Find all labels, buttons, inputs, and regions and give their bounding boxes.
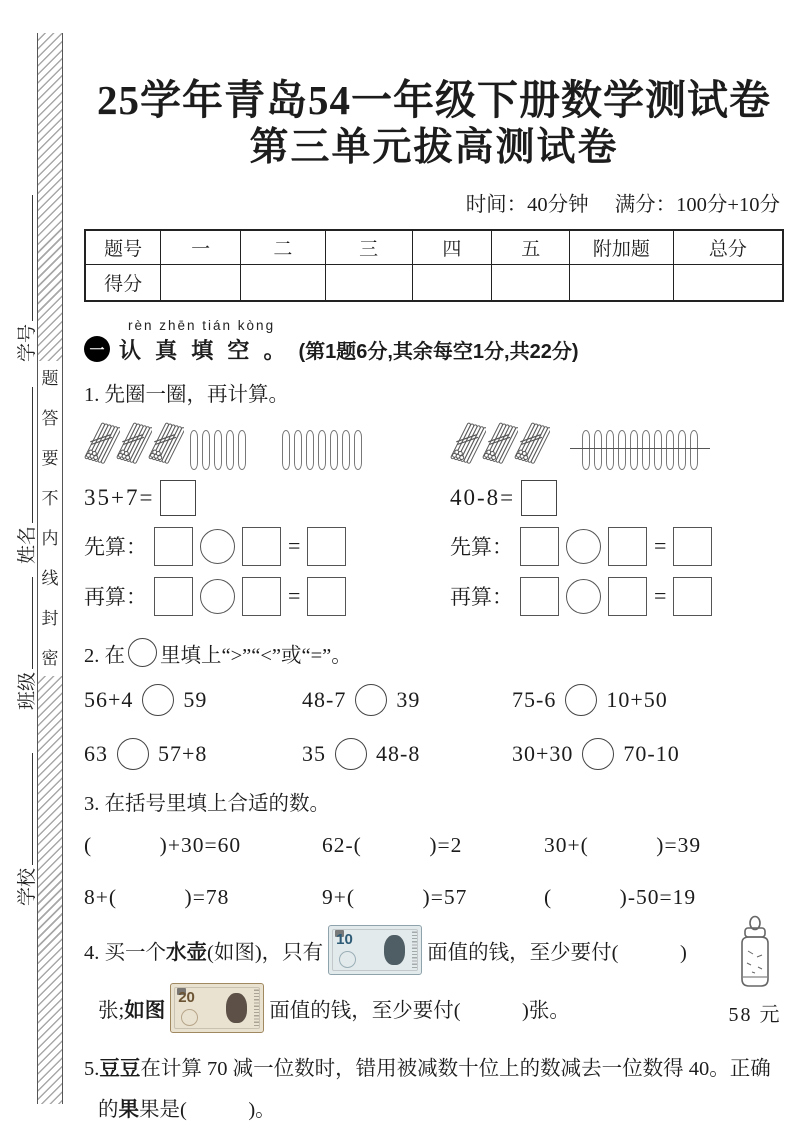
- first-calc-label: 先算：: [84, 535, 147, 560]
- single-sticks-struck: [582, 430, 698, 472]
- equals-sign: =: [288, 533, 301, 559]
- score-cell: [673, 265, 783, 301]
- cmp-right: 59: [183, 686, 208, 712]
- equals-sign: =: [654, 533, 667, 559]
- section1-title: 认 真 填 空 。: [119, 337, 290, 363]
- seal-char: 内: [41, 529, 59, 548]
- cmp-left: 56+4: [84, 686, 134, 712]
- score-cell: [241, 265, 326, 301]
- q1-sticks-figure: [84, 413, 784, 472]
- paper-subtitle: 第三单元拔高测试卷: [249, 126, 619, 170]
- answer-box: [673, 577, 712, 616]
- question-3-text: 3. 在括号里填上合适的数。: [84, 792, 330, 815]
- score-table-header: 总分: [673, 230, 783, 265]
- q1-first-calc-row: [84, 527, 784, 566]
- cmp-right: 70-10: [623, 740, 680, 766]
- class-field: [12, 577, 36, 710]
- q4-text: (如图)，只有: [207, 941, 324, 964]
- question-1-text: 1. 先圈一圈，再计算。: [84, 383, 289, 406]
- score-cell: [492, 265, 570, 301]
- stick-icon: [354, 430, 362, 470]
- q2-prefix: 2. 在: [84, 644, 125, 667]
- sticks-group-left: [84, 413, 450, 472]
- banknote-10-yuan: [328, 925, 422, 975]
- compare-circle-icon: [128, 638, 157, 667]
- stick-icon: [630, 430, 638, 470]
- section1-pinyin: rèn zhēn tián kòng: [128, 317, 276, 333]
- answer-box: [307, 527, 346, 566]
- single-sticks: [190, 430, 246, 472]
- q5-line-2: [98, 1090, 784, 1122]
- stick-icon: [214, 430, 222, 470]
- answer-box: [520, 527, 559, 566]
- q5-text: 果是( )。: [139, 1098, 276, 1121]
- school-label: 学校: [17, 867, 38, 906]
- student-id-field: [12, 195, 36, 362]
- score-table-score-row: [85, 265, 783, 301]
- fill-blank-item: 9+( )=57: [322, 884, 468, 909]
- stick-icon: [654, 430, 662, 470]
- stick-icon: [282, 430, 290, 470]
- comparison-item: [302, 738, 512, 770]
- stick-icon: [226, 430, 234, 470]
- comparison-item: [512, 738, 784, 770]
- score-table-header: 题号: [85, 230, 161, 265]
- q4-as-shown-word: 如图: [124, 998, 166, 1022]
- answer-box: [307, 577, 346, 616]
- score-cell: [412, 265, 492, 301]
- stick-icon: [342, 430, 350, 470]
- q4-text: 4. 买一个: [84, 941, 166, 964]
- banknote-portrait: [226, 993, 247, 1023]
- q1-eq-left-text: 35+7=: [84, 484, 155, 510]
- operator-circle: [200, 529, 235, 564]
- operator-circle: [566, 529, 601, 564]
- q2-suffix: 里填上“>”“<”或“=”。: [160, 644, 352, 667]
- score-row-label: 得分: [85, 265, 161, 301]
- score-table-header: 二: [241, 230, 326, 265]
- exam-info: [84, 187, 784, 217]
- seal-char: 要: [41, 449, 59, 468]
- stick-icon: [666, 430, 674, 470]
- fill-blank-item: ( )+30=60: [84, 832, 242, 857]
- cmp-left: 35: [302, 740, 326, 766]
- compare-circle: [142, 684, 174, 716]
- answer-box: [154, 527, 193, 566]
- school-field: [12, 753, 36, 906]
- exam-time: 时间：40分钟: [465, 194, 589, 217]
- banknote-edge-strip: [412, 930, 417, 970]
- stick-icon: [190, 430, 198, 470]
- equals-sign: =: [288, 583, 301, 609]
- stick-icon: [594, 430, 602, 470]
- answer-box: [154, 577, 193, 616]
- stick-bundle-icon: [84, 413, 120, 467]
- class-blank-line: [27, 577, 33, 669]
- comparison-item: [84, 684, 302, 716]
- stick-bundle-icon: [116, 413, 152, 467]
- kettle-figure: [722, 915, 788, 1027]
- kettle-price-label: 58 元: [728, 1003, 782, 1026]
- class-label: 班级: [17, 671, 38, 710]
- score-table: [84, 229, 784, 302]
- banknote-denomination: 20: [178, 988, 195, 1006]
- cmp-right: 10+50: [606, 686, 668, 712]
- stick-icon: [318, 430, 326, 470]
- compare-circle: [582, 738, 614, 770]
- fill-blank-item: 8+( )=78: [84, 884, 230, 909]
- school-blank-line: [27, 753, 33, 865]
- question-2-text: [84, 638, 784, 668]
- fill-blank-item: 30+( )=39: [544, 832, 702, 857]
- score-table-header: 四: [412, 230, 492, 265]
- q4-text: 面值的钱，至少要付( ): [427, 941, 687, 964]
- stick-icon: [330, 430, 338, 470]
- paper-body: [84, 76, 784, 1122]
- banknote-portrait: [384, 935, 405, 965]
- answer-box: [521, 480, 557, 516]
- then-calc-label: 再算：: [450, 585, 513, 610]
- stick-icon: [294, 430, 302, 470]
- score-table-header: 三: [325, 230, 412, 265]
- stick-bundle-icon: [514, 413, 550, 467]
- stick-icon: [606, 430, 614, 470]
- stick-icon: [642, 430, 650, 470]
- stick-bundle-icon: [482, 413, 518, 467]
- then-calc-left: [84, 577, 450, 616]
- score-table-header: 一: [161, 230, 241, 265]
- then-calc-right: [450, 577, 784, 616]
- stick-icon: [306, 430, 314, 470]
- score-table-header: 附加题: [570, 230, 674, 265]
- fill-blank-item: 62-( )=2: [322, 832, 463, 857]
- stick-icon: [582, 430, 590, 470]
- q1-eq-right: [450, 480, 784, 516]
- seal-char: 题: [41, 369, 59, 388]
- q2-comparisons: [84, 684, 784, 770]
- banknote-denomination: 10: [336, 930, 353, 948]
- q1-eq-right-text: 40-8=: [450, 484, 516, 510]
- cmp-right: 57+8: [158, 740, 208, 766]
- student-name-label: 姓名: [17, 525, 38, 564]
- q1-equations: [84, 480, 784, 516]
- q5-text: 在计算 70 减一位数时，错用被减数十位上的数减去一位数得 40。正确: [140, 1057, 771, 1080]
- seal-char: 不: [41, 489, 59, 508]
- q4-text: 面值的钱，至少要付( )张。: [269, 999, 570, 1022]
- q4-line-1: [84, 925, 698, 975]
- score-cell: [325, 265, 412, 301]
- student-id-blank-line: [27, 195, 33, 321]
- score-cell: [570, 265, 674, 301]
- exam-full-score: 满分：100分+10分: [614, 194, 780, 217]
- answer-box: [608, 577, 647, 616]
- compare-circle: [117, 738, 149, 770]
- compare-circle: [565, 684, 597, 716]
- student-name-field: [12, 387, 36, 564]
- q1-then-calc-row: [84, 577, 784, 616]
- q5-result-word: 果: [118, 1097, 139, 1121]
- banknote-flower-icon: [181, 1009, 198, 1026]
- comparison-item: [302, 684, 512, 716]
- cmp-right: 39: [396, 686, 421, 712]
- single-sticks: [282, 430, 362, 472]
- q1-eq-left: [84, 480, 450, 516]
- paper-title: 25学年青岛54一年级下册数学测试卷: [97, 77, 771, 123]
- seal-line-band: [37, 33, 63, 1104]
- stick-icon: [690, 430, 698, 470]
- cmp-left: 75-6: [512, 686, 557, 712]
- operator-circle: [566, 579, 601, 614]
- stick-icon: [202, 430, 210, 470]
- banknote-20-yuan: [170, 983, 264, 1033]
- answer-box: [242, 577, 281, 616]
- cmp-right: 48-8: [376, 740, 421, 766]
- q3-fill-blanks: [84, 828, 784, 911]
- compare-circle: [355, 684, 387, 716]
- seal-line-text: [42, 361, 59, 676]
- stick-icon: [618, 430, 626, 470]
- q5-line-1: [84, 1049, 784, 1090]
- comparison-item: [512, 684, 784, 716]
- stick-bundle-icon: [450, 413, 486, 467]
- seal-hatch-top: [38, 33, 62, 361]
- q5-name-word: 豆豆: [99, 1056, 141, 1080]
- cmp-left: 30+30: [512, 740, 574, 766]
- first-calc-label: 先算：: [450, 535, 513, 560]
- stick-bundle-icon: [148, 413, 184, 467]
- student-name-blank-line: [27, 387, 33, 523]
- q4-text: 张;: [98, 999, 125, 1022]
- stick-icon: [238, 430, 246, 470]
- compare-circle: [335, 738, 367, 770]
- then-calc-label: 再算：: [84, 585, 147, 610]
- banknote-flower-icon: [339, 951, 356, 968]
- score-cell: [161, 265, 241, 301]
- stick-bundles: [450, 413, 546, 472]
- answer-box: [673, 527, 712, 566]
- q5-text: 的: [98, 1098, 119, 1121]
- section1-score-note: (第1题6分,其余每空1分,共22分): [298, 340, 579, 363]
- answer-box: [160, 480, 196, 516]
- question-5: [84, 1049, 784, 1122]
- cmp-left: 63: [84, 740, 108, 766]
- banknote-edge-strip: [254, 988, 259, 1028]
- q4-kettle-word: 水壶: [166, 940, 207, 964]
- seal-char: 答: [41, 409, 59, 428]
- seal-hatch-bottom: [38, 676, 62, 1104]
- equals-sign: =: [654, 583, 667, 609]
- score-table-header-row: [85, 230, 783, 265]
- answer-box: [520, 577, 559, 616]
- kettle-drawing: [732, 915, 778, 993]
- student-id-label: 学号: [17, 323, 38, 362]
- q4-line-2: [98, 983, 698, 1033]
- stick-bundles: [84, 413, 180, 472]
- seal-char: 线: [41, 569, 59, 588]
- cmp-left: 48-7: [302, 686, 347, 712]
- comparison-item: [84, 738, 302, 770]
- first-calc-right: [450, 527, 784, 566]
- sticks-group-right: [450, 413, 784, 472]
- seal-char: 封: [41, 609, 59, 628]
- answer-box: [242, 527, 281, 566]
- first-calc-left: [84, 527, 450, 566]
- section-number-badge: 一: [84, 336, 110, 362]
- question-4: [84, 925, 784, 1033]
- score-table-header: 五: [492, 230, 570, 265]
- operator-circle: [200, 579, 235, 614]
- seal-char: 密: [41, 649, 59, 668]
- fill-blank-item: ( )-50=19: [544, 884, 697, 909]
- answer-box: [608, 527, 647, 566]
- q5-number: 5.: [84, 1057, 100, 1080]
- section1-header: [84, 334, 784, 365]
- stick-icon: [678, 430, 686, 470]
